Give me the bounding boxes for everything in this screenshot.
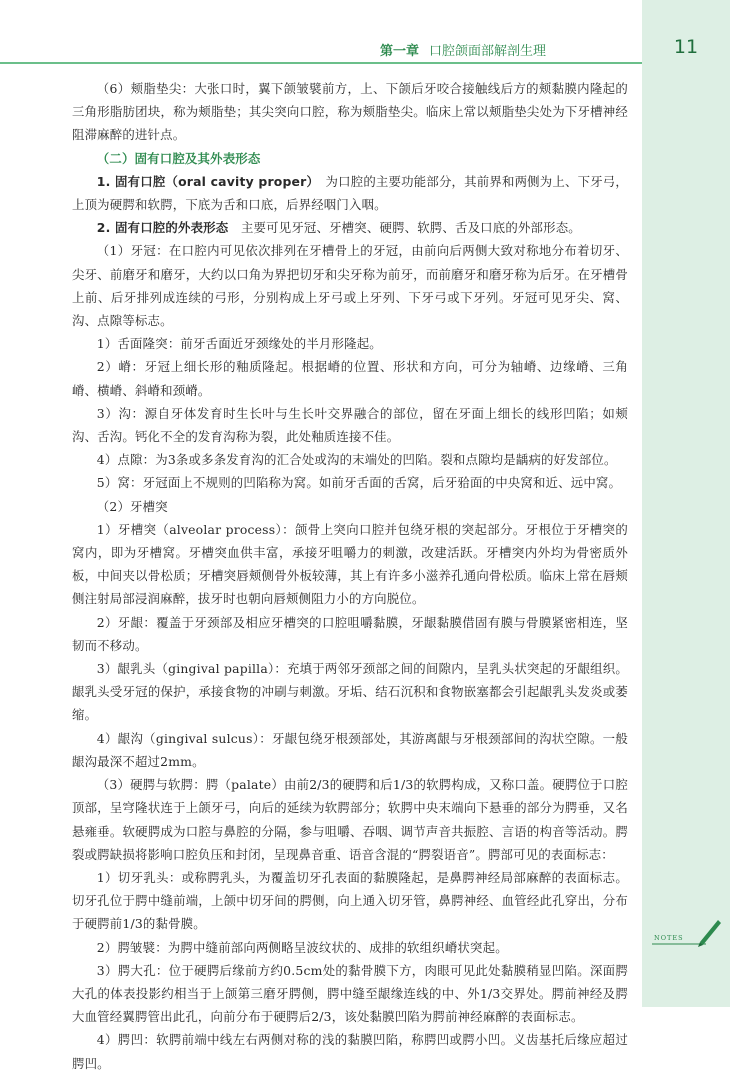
notes-label: NOTES bbox=[654, 934, 684, 942]
paragraph bbox=[72, 355, 628, 401]
running-head bbox=[380, 40, 546, 59]
paragraph-text: 主要可见牙冠、牙槽突、硬腭、软腭、舌及口底的外部形态。 bbox=[240, 220, 581, 236]
paragraph-text: 1）切牙乳头：或称腭乳头，为覆盖切牙孔表面的黏膜隆起，是鼻腭神经局部麻醉的表面标志。切牙孔位于腭中缝前端，上颌中切牙间的腭侧，向上通入切牙管，鼻腭神经、血管经此孔穿出，分布于硬腭前1/3的黏骨膜。 bbox=[72, 869, 628, 932]
paragraph-text: 4）腭凹：软腭前端中线左右两侧对称的浅的黏膜凹陷，称腭凹或腭小凹。义齿基托后缘应超过腭凹。 bbox=[72, 1032, 628, 1071]
notes-sidebar bbox=[642, 0, 730, 1007]
section-heading bbox=[72, 147, 628, 170]
paragraph-lead: 2. 固有口腔的外表形态 bbox=[96, 220, 229, 236]
paragraph bbox=[72, 170, 628, 216]
paragraph bbox=[72, 959, 628, 1029]
paragraph bbox=[72, 727, 628, 773]
paragraph-text: 5）窝：牙冠面上不规则的凹陷称为窝。如前牙舌面的舌窝，后牙𬌗面的中央窝和近、远中窝。 bbox=[96, 475, 622, 491]
paragraph-text: （1）牙冠：在口腔内可见依次排列在牙槽骨上的牙冠，由前向后两侧大致对称地分布着切牙、尖牙、前磨牙和磨牙，大约以口角为界把切牙和尖牙称为前牙，而前磨牙和磨牙称为后牙。在牙槽骨上前、后牙排列成连续的弓形，分别构成上牙弓或上牙列、下牙弓或下牙列。牙冠可见牙尖、窝、沟、点隙等标志。 bbox=[72, 243, 628, 329]
paragraph-text: （6）颊脂垫尖：大张口时，翼下颌皱襞前方，上、下颌后牙咬合接触线后方的颊黏膜内隆起的三角形脂肪团块，称为颊脂垫；其尖突向口腔，称为颊脂垫尖。临床上常以颊脂垫尖处为下牙槽神经阻滞麻醉的进针点。 bbox=[72, 81, 628, 143]
paragraph bbox=[72, 471, 628, 494]
paragraph-text: 3）沟：源自牙体发育时生长叶与生长叶交界融合的部位，留在牙面上细长的线形凹陷；如颊沟、舌沟。钙化不全的发育沟称为裂，此处釉质连接不佳。 bbox=[72, 405, 628, 445]
paragraph bbox=[72, 866, 628, 936]
pen-icon bbox=[648, 912, 722, 952]
paragraph-text: 3）龈乳头（gingival papilla）：充填于两邻牙颈部之间的间隙内，呈乳头状突起的牙龈组织。龈乳头受牙冠的保护，承接食物的冲刷与刺激。牙垢、结石沉积和食物嵌塞都会引起龈乳头发炎或萎缩。 bbox=[72, 661, 628, 723]
paragraph bbox=[72, 402, 628, 448]
paragraph bbox=[72, 239, 628, 332]
paragraph-text: （二）固有口腔及其外表形态 bbox=[96, 150, 261, 166]
paragraph-text: 1）牙槽突（alveolar process）：颌骨上突向口腔并包绕牙根的突起部分。牙根位于牙槽突的窝内，即为牙槽窝。牙槽突血供丰富，承接牙咀嚼力的刺激，改建活跃。牙槽突内外均为骨密质外板，中间夹以骨松质；牙槽突唇颊侧骨外板较薄，其上有许多小滋养孔通向骨松质。临床上常在唇颊侧注射局部浸润麻醉，拔牙时也朝向唇颊侧阻力小的方向脱位。 bbox=[72, 521, 628, 607]
paragraph bbox=[72, 216, 628, 239]
paragraph bbox=[72, 495, 628, 518]
paragraph-text: （3）硬腭与软腭：腭（palate）由前2/3的硬腭和后1/3的软腭构成，又称口盖。硬腭位于口腔顶部，呈穹隆状连于上颌牙弓，向后的延续为软腭部分；软腭中央末端向下悬垂的部分为腭垂，又名悬雍垂。软硬腭成为口腔与鼻腔的分隔，参与咀嚼、吞咽、调节声音共振腔、言语的构音等活动。腭裂或腭缺损将影响口腔负压和封闭，呈现鼻音重、语音含混的“腭裂语音”。腭部可见的表面标志： bbox=[72, 777, 628, 862]
chapter-title: 口腔颌面部解剖生理 bbox=[428, 44, 546, 59]
paragraph-text: （2）牙槽突 bbox=[96, 498, 168, 514]
body-text bbox=[72, 77, 628, 1075]
paragraph bbox=[72, 936, 628, 959]
paragraph bbox=[72, 611, 628, 657]
chapter-label: 第一章 bbox=[379, 44, 419, 59]
notes-badge bbox=[648, 912, 722, 952]
page-header bbox=[0, 0, 642, 64]
paragraph-text: 2）嵴：牙冠上细长形的釉质隆起。根据嵴的位置、形状和方向，可分为轴嵴、边缘嵴、三角嵴、横嵴、斜嵴和颈嵴。 bbox=[72, 359, 628, 398]
paragraph-text: 4）点隙：为3条或多条发育沟的汇合处或沟的末端处的凹陷。裂和点隙均是龋病的好发部位。 bbox=[96, 452, 617, 468]
paragraph-text: 2）腭皱襞：为腭中缝前部向两侧略呈波纹状的、成排的软组织嵴状突起。 bbox=[96, 939, 508, 955]
paragraph bbox=[72, 1028, 628, 1074]
paragraph bbox=[72, 657, 628, 727]
paragraph-text: 3）腭大孔：位于硬腭后缘前方约0.5cm处的黏骨膜下方，肉眼可见此处黏膜稍显凹陷。深面腭大孔的体表投影约相当于上颌第三磨牙腭侧，腭中缝至龈缘连线的中、外1/3交界处。腭前神经及腭大血管经翼腭管出此孔，向前分布于硬腭后2/3，该处黏膜凹陷为腭前神经麻醉的表面标志。 bbox=[72, 962, 628, 1025]
page-number: 11 bbox=[673, 36, 699, 58]
paragraph-text: 4）龈沟（gingival sulcus）：牙龈包绕牙根颈部处，其游离龈与牙根颈部间的沟状空隙。一般龈沟最深不超过2mm。 bbox=[72, 730, 628, 769]
paragraph bbox=[72, 77, 628, 147]
paragraph-lead: 1. 固有口腔（oral cavity proper） bbox=[96, 173, 313, 189]
paragraph-text: 2）牙龈：覆盖于牙颈部及相应牙槽突的口腔咀嚼黏膜，牙龈黏膜借固有膜与骨膜紧密相连，坚韧而不移动。 bbox=[72, 614, 628, 653]
paragraph bbox=[72, 773, 628, 866]
paragraph-text: 1）舌面隆突：前牙舌面近牙颈缘处的半月形隆起。 bbox=[96, 336, 382, 352]
header-rule bbox=[0, 62, 642, 64]
paragraph bbox=[72, 518, 628, 611]
paragraph-text: 为口腔的主要功能部分，其前界和两侧为上、下牙弓，上顶为硬腭和软腭，下底为舌和口底，后界经咽门入咽。 bbox=[72, 173, 628, 213]
paragraph bbox=[72, 448, 628, 471]
paragraph bbox=[72, 332, 628, 355]
